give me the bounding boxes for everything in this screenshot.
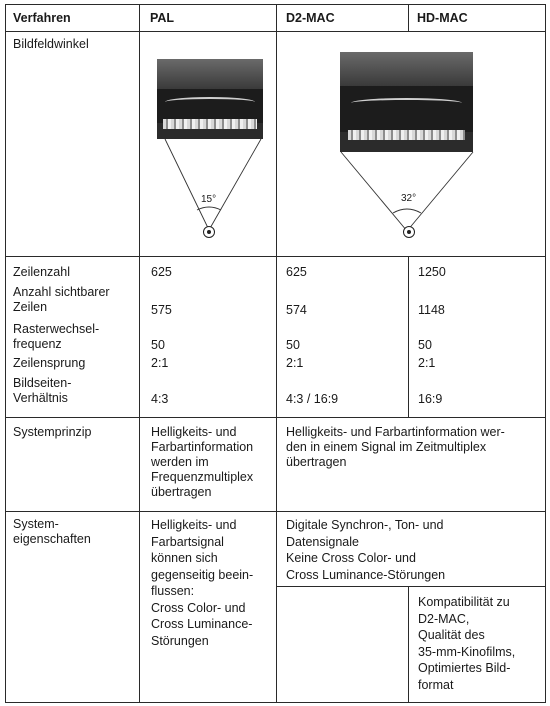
pal-scene-photo — [157, 59, 263, 139]
rule-left — [5, 4, 6, 703]
label-seiten: Bildseiten- Verhältnis — [13, 376, 72, 405]
bildfeld-label: Bildfeldwinkel — [13, 37, 89, 51]
label-sprung: Zeilensprung — [13, 356, 86, 370]
rule-mac-split — [276, 586, 546, 587]
d2mac-sprung: 2:1 — [286, 356, 304, 370]
rule-col3-specs — [408, 256, 409, 418]
pal-raster: 50 — [151, 338, 165, 352]
mac-camera-icon — [403, 226, 415, 238]
systemprinzip-mac: Helligkeits- und Farbartinformation wer- den in einem Signal im Zeitmultiplex übertragen — [286, 425, 505, 469]
header-pal: PAL — [150, 11, 175, 25]
pal-zeilenzahl: 625 — [151, 265, 172, 279]
eigenschaften-hdmac: Kompatibilität zu D2-MAC, Qualität des 35-mm-Kinofilms, Optimiertes Bild- format — [418, 595, 516, 692]
rule-right — [545, 4, 546, 703]
systemprinzip-pal: Helligkeits- und Farbartinformation werden im Frequenzmultiplex übertragen — [151, 425, 254, 499]
d2mac-sichtbar: 574 — [286, 303, 307, 317]
header-hdmac: HD-MAC — [417, 11, 468, 25]
hdmac-seiten: 16:9 — [418, 392, 443, 406]
eigenschaften-mac: Digitale Synchron-, Ton- und Datensignale Keine Cross Color- und Cross Luminance-Störungen — [286, 518, 446, 582]
d2mac-raster: 50 — [286, 338, 300, 352]
header-d2mac: D2-MAC — [286, 11, 335, 25]
label-zeilenzahl: Zeilenzahl — [13, 265, 70, 279]
hdmac-zeilenzahl: 1250 — [418, 265, 446, 279]
pal-seiten: 4:3 — [151, 392, 169, 406]
header-verfahren: Verfahren — [13, 11, 71, 25]
comparison-table — [3, 4, 546, 703]
pal-angle-diagram — [153, 136, 273, 236]
mac-scene-photo — [340, 52, 473, 152]
mac-angle-label: 32° — [401, 193, 417, 204]
eigenschaften-pal: Helligkeits- und Farbartsignal können sich gegenseitig beein- flussen: Cross Color- und Cross Luminance- Störungen — [151, 518, 254, 648]
pal-angle-label: 15° — [201, 194, 217, 205]
rule-col2 — [276, 4, 277, 703]
pal-sichtbar: 575 — [151, 303, 172, 317]
systemprinzip-label: Systemprinzip — [13, 425, 92, 439]
label-sichtbar: Anzahl sichtbarer Zeilen — [13, 285, 110, 314]
hdmac-sprung: 2:1 — [418, 356, 436, 370]
hdmac-raster: 50 — [418, 338, 432, 352]
d2mac-zeilenzahl: 625 — [286, 265, 307, 279]
rule-col1 — [139, 4, 140, 703]
label-raster: Rasterwechsel- frequenz — [13, 322, 100, 351]
rule-col3-top — [408, 4, 409, 32]
pal-sprung: 2:1 — [151, 356, 169, 370]
d2mac-seiten: 4:3 / 16:9 — [286, 392, 339, 406]
pal-camera-icon — [203, 226, 215, 238]
hdmac-sichtbar: 1148 — [418, 303, 445, 317]
eigenschaften-label: System- eigenschaften — [13, 517, 91, 546]
rule-col3-bottom — [408, 586, 409, 703]
